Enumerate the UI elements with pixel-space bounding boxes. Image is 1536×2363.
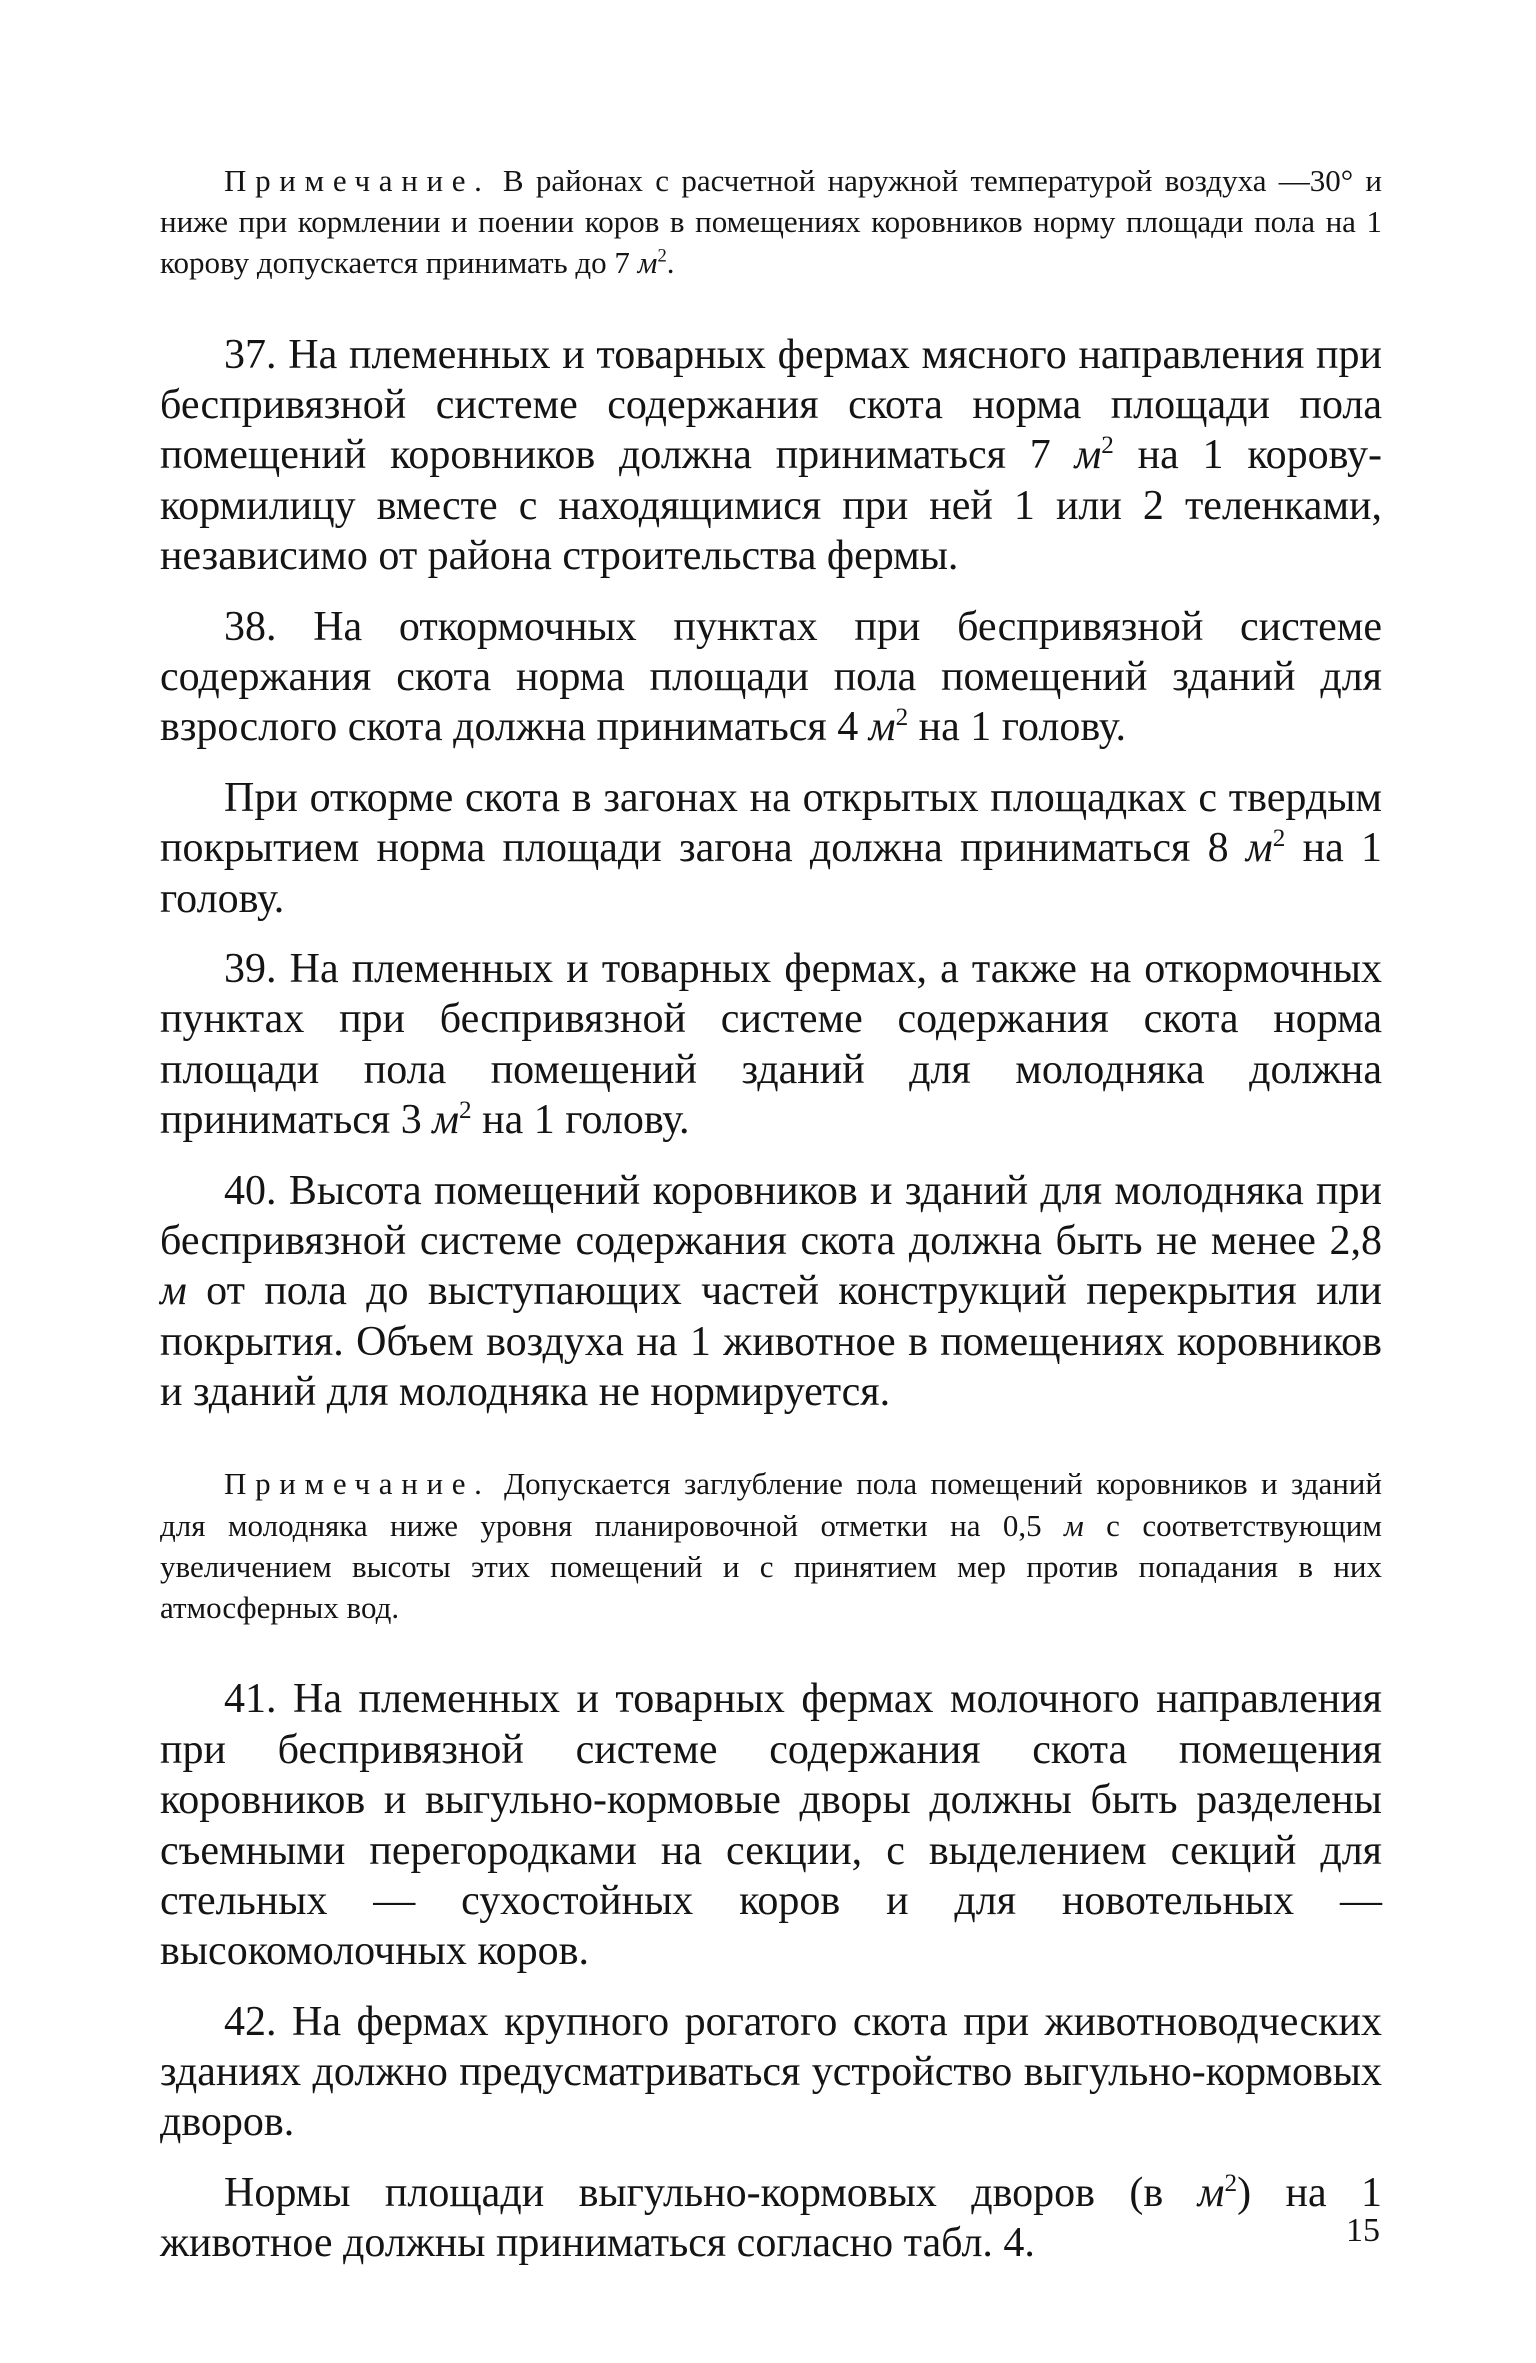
p42b-exp: 2	[1224, 2169, 1238, 2197]
paragraph-40	[160, 1166, 1382, 1418]
page-body	[160, 160, 1382, 2269]
p38-text-a: 38. На откормочных пунктах при беспривязной системе содержания скота норма площади пола помещений зданий для взрослого скота должна приниматься 4	[160, 603, 1382, 751]
note-top-end: .	[666, 245, 675, 281]
paragraph-39	[160, 944, 1382, 1146]
page-number: 15	[1346, 2212, 1380, 2249]
p38b-unit: м	[1245, 825, 1273, 872]
paragraph-38-cont	[160, 773, 1382, 924]
paragraph-41: 41. На племенных и товарных фермах молочного направления при беспривязной системе содержания скота помещения коровников и выгульно-кормовые дворы должны быть разделены съемными перегородками на секции, с выделением секций для стельных — сухостойных коров и для новотельных — высокомолочных коров.	[160, 1676, 1382, 1975]
p37-exp: 2	[1101, 432, 1114, 460]
note-top	[160, 160, 1382, 284]
p38b-exp: 2	[1272, 825, 1286, 853]
p37-text-b: на 1 корову-кормилицу вместе с находящимися при ней 1 или 2 теленками, независимо от района строительства фермы.	[160, 432, 1382, 580]
p38-exp: 2	[895, 704, 909, 732]
note-mid-text-a: Допускается заглубление пола помещений коровников и зданий для молодняка ниже уровня планировочной отметки на 0,5	[160, 1466, 1382, 1543]
p38-unit: м	[868, 704, 896, 751]
p37-text-a: 37. На племенных и товарных фермах мясного направления при беспривязной системе содержания скота норма площади пола помещений коровников должна приниматься 7	[160, 331, 1382, 479]
note-top-exp: 2	[657, 246, 667, 268]
note-top-label: Примечание.	[224, 163, 491, 198]
p39-text-b: на 1 голову.	[471, 1097, 690, 1144]
note-mid-text-b: с соответствующим увеличением высоты этих помещений и с принятием мер против попадания в них атмосферных вод.	[160, 1507, 1382, 1626]
p38b-text-a: При откорме скота в загонах на открытых площадках с твердым покрытием норма площади загона должна приниматься 8	[160, 774, 1382, 872]
p40-unit: м	[160, 1268, 187, 1315]
note-top-unit: м	[637, 245, 658, 281]
p37-unit: м	[1074, 432, 1102, 479]
p38b-text-b: на 1 голову.	[160, 825, 1382, 922]
p39-unit: м	[432, 1097, 460, 1144]
p39-exp: 2	[459, 1097, 472, 1125]
note-mid-unit: м	[1064, 1507, 1084, 1543]
paragraph-42: 42. На фермах крупного рогатого скота при животноводческих зданиях должно предусматриваться устройство выгульно-кормовых дворов.	[160, 1998, 1382, 2146]
p39-text-a: 39. На племенных и товарных фермах, а также на откормочных пунктах при беспривязной системе содержания скота норма площади пола помещений зданий для молодняка должна приниматься 3	[160, 945, 1382, 1144]
p42b-text-b: ) на 1 животное должны приниматься согласно табл. 4.	[160, 2169, 1382, 2267]
paragraph-37	[160, 330, 1382, 582]
p40-text-a: 40. Высота помещений коровников и зданий для молодняка при беспривязной системе содержания скота должна быть не менее 2,8	[160, 1167, 1382, 1264]
p38-text-b: на 1 голову.	[908, 704, 1127, 751]
paragraph-42-cont	[160, 2168, 1382, 2269]
p40-text-b: от пола до выступающих частей конструкций перекрытия или покрытия. Объем воздуха на 1 животное в помещениях коровников и зданий для молодняка не нормируется.	[160, 1268, 1382, 1416]
note-mid-label: Примечание.	[224, 1466, 491, 1502]
paragraph-38	[160, 602, 1382, 753]
p42b-unit: м	[1197, 2169, 1225, 2216]
note-top-text: В районах с расчетной наружной температурой воздуха —30° и ниже при кормлении и поении коров в помещениях коровников норму площади пола на 1 корову допускается принимать до 7	[160, 163, 1382, 281]
p42b-text-a: Нормы площади выгульно-кормовых дворов (в	[224, 2169, 1198, 2216]
note-mid	[160, 1463, 1382, 1628]
